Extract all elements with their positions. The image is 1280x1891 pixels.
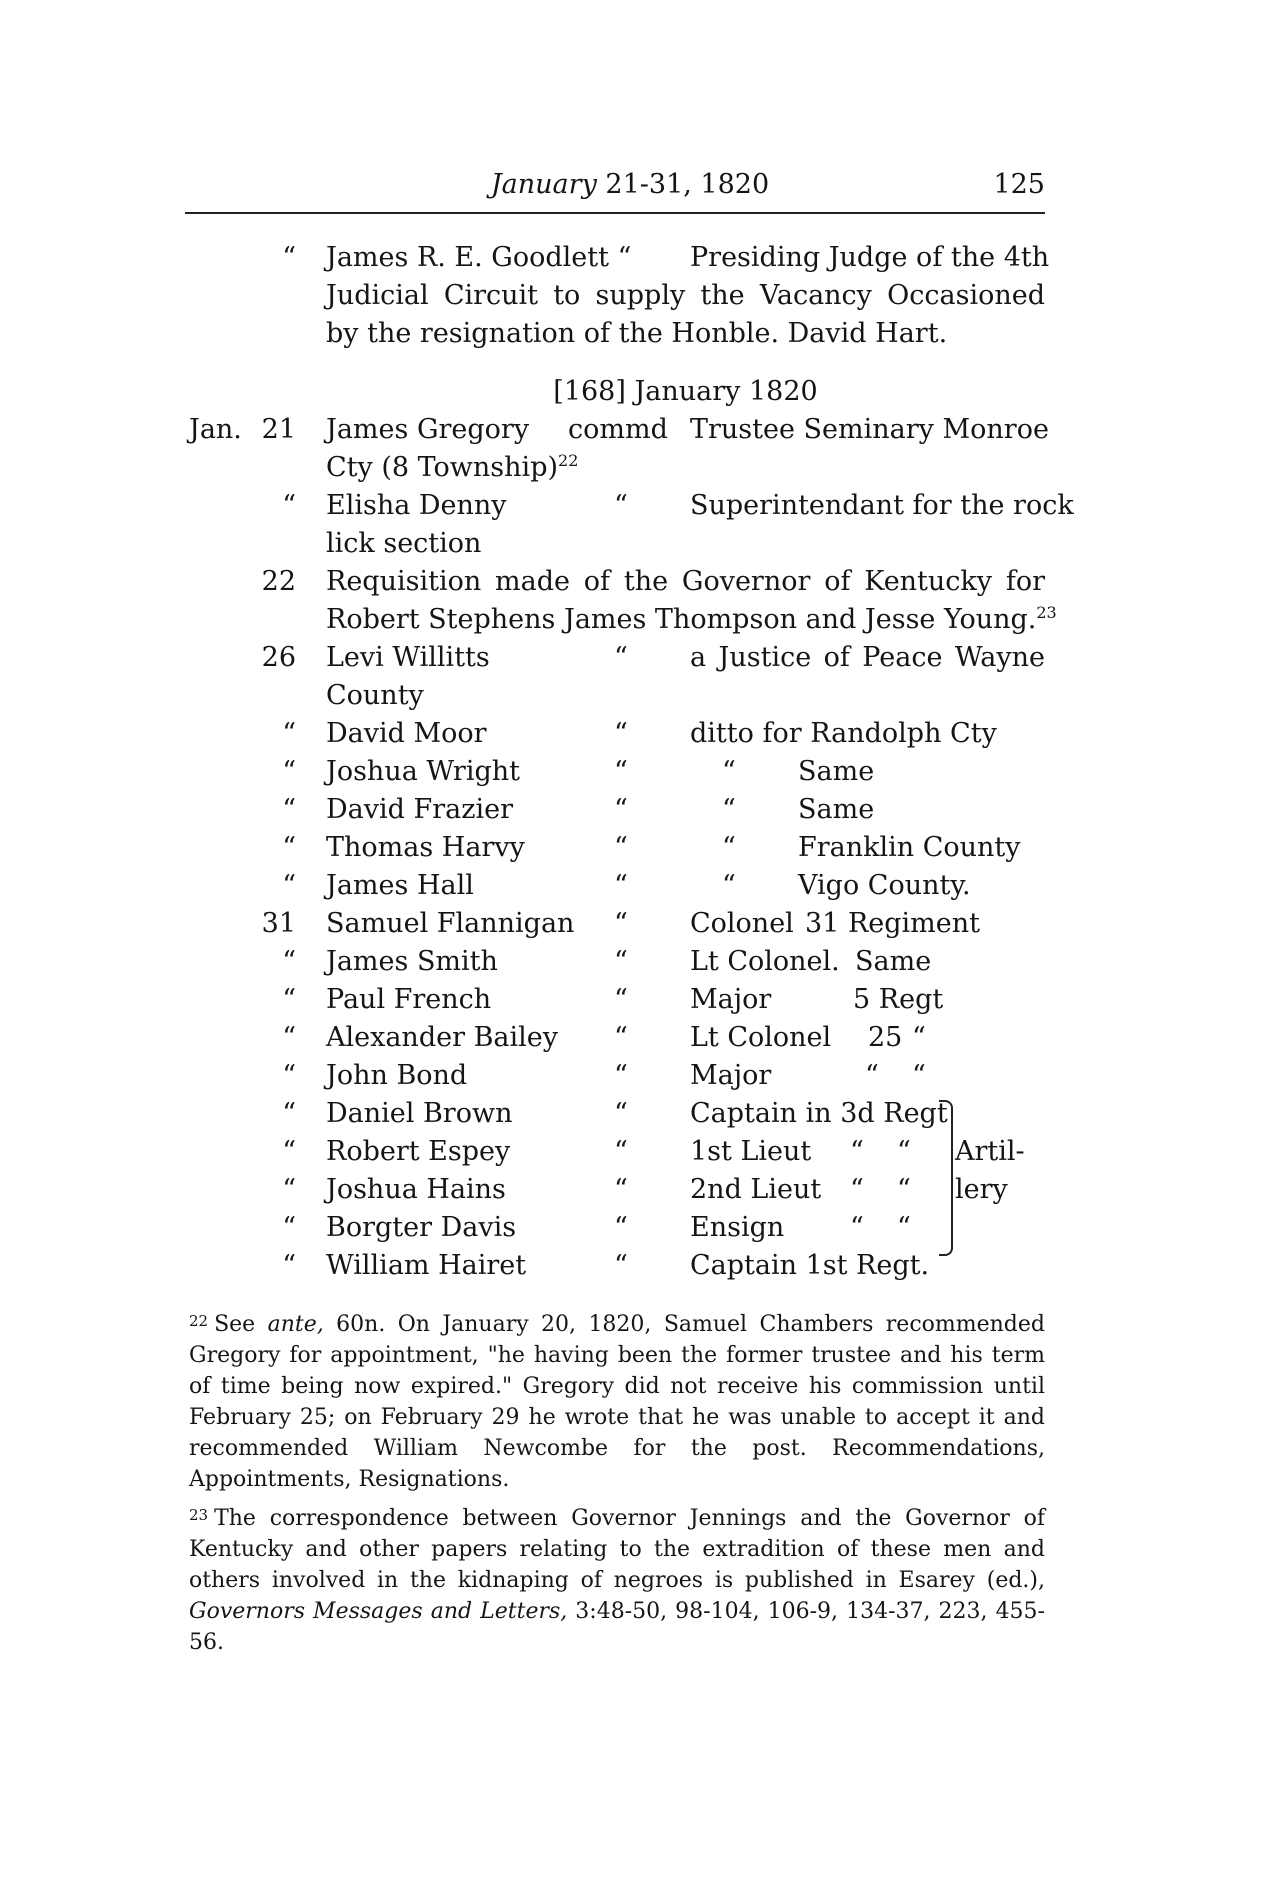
ditto-mark: “ bbox=[614, 1136, 628, 1167]
entry-office: Ensign bbox=[690, 1212, 785, 1243]
footnote-text: $^{22}$ See ante, 60n. On January 20, 1820, Samuel Chambers recommended Gregory for appointment, "he having been the former trustee and his term of time being now expired." Gregory did not receive his commission until February 25; on February 29 he wrote that he was unable to accept it and recommended William Newcombe for the post. Recommendations, Appointments, Resignations. bbox=[189, 1312, 1045, 1492]
entry-office: Major bbox=[690, 1060, 772, 1091]
section-heading bbox=[0, 373, 1280, 411]
entry-row bbox=[0, 905, 1280, 943]
ditto-mark: “ bbox=[614, 984, 628, 1015]
entry-name: Paul French bbox=[326, 984, 492, 1015]
entry-name: Daniel Brown bbox=[326, 1098, 513, 1129]
entry-goodlett bbox=[0, 239, 1280, 277]
entry-name: Samuel Flannigan bbox=[326, 908, 575, 939]
ditto-mark: “ bbox=[282, 946, 296, 977]
entry-continuation bbox=[0, 277, 1280, 315]
bracket-label: Artil- bbox=[955, 1136, 1025, 1167]
entry-continuation bbox=[0, 601, 1280, 639]
entry-row bbox=[0, 829, 1280, 867]
entry-office: Franklin County bbox=[798, 832, 1021, 863]
entry-regiment: 25 bbox=[868, 1022, 903, 1053]
artillery-bracket bbox=[939, 1100, 953, 1256]
entry-office: Trustee Seminary Monroe bbox=[690, 414, 1049, 445]
entry-office: Same bbox=[798, 756, 875, 787]
entry-month: Jan. bbox=[189, 414, 242, 445]
entry-office: Same bbox=[798, 794, 875, 825]
entry-row bbox=[0, 791, 1280, 829]
footnote-number: 23 bbox=[189, 1506, 209, 1524]
entry-row bbox=[0, 943, 1280, 981]
entry-continuation bbox=[0, 315, 1280, 353]
entry-continuation bbox=[0, 525, 1280, 563]
ditto-mark: “ bbox=[282, 870, 296, 901]
entry-row bbox=[0, 1133, 1280, 1171]
entry-name: David Moor bbox=[326, 718, 487, 749]
ditto-mark: “ bbox=[614, 642, 628, 673]
footnote-text: $^{23}$ The correspondence between Governor Jennings and the Governor of Kentucky and other papers relating to the extradition of these men and others involved in the kidnaping of negroes is published in Esarey (ed.), Governors Messages and Letters, 3:48-50, 98-104, 106-9, 134-37, 223, 455-56. bbox=[189, 1506, 1045, 1655]
entry-office: 1st Lieut bbox=[690, 1136, 812, 1167]
ditto-mark: “ bbox=[722, 832, 736, 863]
header-month: January bbox=[490, 169, 597, 200]
page-number: 125 bbox=[993, 169, 1045, 200]
entry-name: Joshua Wright bbox=[326, 756, 520, 787]
entry-name: Elisha Denny bbox=[326, 490, 507, 521]
entry-row bbox=[0, 1247, 1280, 1285]
entry-continuation bbox=[0, 677, 1280, 715]
entry-office: Captain 1st Regt. bbox=[690, 1250, 930, 1281]
ditto-mark: “ bbox=[912, 1022, 926, 1053]
ditto-mark: “ bbox=[614, 1098, 628, 1129]
entry-row bbox=[0, 1057, 1280, 1095]
entry-day: 22 bbox=[261, 566, 296, 597]
entry-name: Alexander Bailey bbox=[326, 1022, 559, 1053]
ditto-mark: “ bbox=[722, 756, 736, 787]
entry-regiment: 31 Regiment bbox=[805, 908, 980, 939]
entry-office: 2nd Lieut bbox=[690, 1174, 822, 1205]
ditto-mark: “ bbox=[282, 832, 296, 863]
entry-day: 26 bbox=[261, 642, 296, 673]
entry-text: lick section bbox=[326, 528, 482, 559]
ditto-mark: “ bbox=[282, 1022, 296, 1053]
ditto-mark: “ bbox=[722, 870, 736, 901]
entry-requisition bbox=[0, 563, 1280, 601]
footnote-number: 22 bbox=[189, 1312, 209, 1330]
ditto-mark: “ bbox=[282, 1136, 296, 1167]
ditto-mark: “ bbox=[614, 756, 628, 787]
entry-office: Vigo County. bbox=[798, 870, 971, 901]
ditto-mark: “ bbox=[282, 1098, 296, 1129]
running-header-title bbox=[440, 168, 820, 202]
entry-office: ditto for Randolph Cty bbox=[690, 718, 997, 749]
header-rule bbox=[185, 212, 1045, 214]
entry-name: William Hairet bbox=[326, 1250, 527, 1281]
footnote-ref: 23 bbox=[1036, 603, 1057, 622]
entry-name: Levi Willitts bbox=[326, 642, 490, 673]
entry-regiment: 5 Regt bbox=[853, 984, 944, 1015]
ditto-mark: “ bbox=[850, 1212, 864, 1243]
entry-row bbox=[0, 715, 1280, 753]
ditto-mark: “ bbox=[614, 832, 628, 863]
ditto-mark: “ bbox=[282, 794, 296, 825]
entry-office: Colonel bbox=[690, 908, 794, 939]
entry-name: James Gregory bbox=[326, 414, 530, 445]
ditto-mark: “ bbox=[614, 718, 628, 749]
footnote-ref: 22 bbox=[558, 451, 579, 470]
entry-name: James Smith bbox=[326, 946, 498, 977]
ditto-mark: “ bbox=[282, 1060, 296, 1091]
ditto-mark: “ bbox=[614, 946, 628, 977]
ditto-mark: “ bbox=[282, 984, 296, 1015]
entry-willitts bbox=[0, 639, 1280, 677]
ditto-mark: “ bbox=[614, 490, 628, 521]
ditto-mark: “ bbox=[614, 870, 628, 901]
entry-name: Robert Espey bbox=[326, 1136, 511, 1167]
entry-office: Captain in 3d Regt bbox=[690, 1098, 948, 1129]
entry-text: Robert Stephens James Thompson and Jesse Young.$^{23}$ bbox=[326, 603, 1057, 635]
bracket-label: lery bbox=[955, 1174, 1008, 1205]
section-heading-text: [168] January 1820 bbox=[553, 376, 818, 407]
entry-row bbox=[0, 1019, 1280, 1057]
entry-name: Borgter Davis bbox=[326, 1212, 517, 1243]
footnote-22 bbox=[189, 1306, 1045, 1495]
entry-office: Presiding Judge of the 4th bbox=[690, 242, 1050, 273]
ditto-mark: “ bbox=[614, 794, 628, 825]
ditto-mark: “ bbox=[850, 1174, 864, 1205]
footnote-23 bbox=[189, 1500, 1045, 1658]
entry-office: a Justice of Peace Wayne bbox=[690, 642, 1045, 673]
ditto-mark: “ bbox=[614, 1174, 628, 1205]
entry-row bbox=[0, 1095, 1280, 1133]
entry-name: Thomas Harvy bbox=[326, 832, 525, 863]
entry-row bbox=[0, 867, 1280, 905]
entry-row bbox=[0, 753, 1280, 791]
entry-regiment: Same bbox=[855, 946, 932, 977]
ditto-mark: “ bbox=[282, 718, 296, 749]
entry-row bbox=[0, 981, 1280, 1019]
entry-text: Judicial Circuit to supply the Vacancy Occasioned bbox=[326, 280, 1045, 311]
entry-office: Lt Colonel. bbox=[690, 946, 840, 977]
entry-name: James R. E. Goodlett “ bbox=[326, 242, 632, 273]
entry-denny bbox=[0, 487, 1280, 525]
entry-name: Joshua Hains bbox=[326, 1174, 506, 1205]
entry-row bbox=[0, 1171, 1280, 1209]
entry-day: 21 bbox=[261, 414, 296, 445]
ditto-mark: “ bbox=[865, 1060, 879, 1091]
entry-office: Lt Colonel bbox=[690, 1022, 832, 1053]
entry-continuation bbox=[0, 449, 1280, 487]
ditto-mark: “ bbox=[614, 1250, 628, 1281]
entry-name: John Bond bbox=[326, 1060, 468, 1091]
entry-row bbox=[0, 1209, 1280, 1247]
ditto-mark: “ bbox=[282, 490, 296, 521]
ditto-mark: “ bbox=[282, 1212, 296, 1243]
entry-day: 31 bbox=[261, 908, 296, 939]
header-dates: 21-31, 1820 bbox=[596, 169, 770, 200]
entry-text: Cty (8 Township)$^{22}$ bbox=[326, 451, 579, 483]
ditto-mark: “ bbox=[614, 1022, 628, 1053]
entry-text: by the resignation of the Honble. David Hart. bbox=[326, 318, 948, 349]
ditto-mark: “ bbox=[282, 756, 296, 787]
ditto-mark: “ bbox=[282, 242, 296, 273]
entry-name: James Hall bbox=[326, 870, 474, 901]
entry-gregory bbox=[0, 411, 1280, 449]
entry-action: commd bbox=[568, 414, 668, 445]
ditto-mark: “ bbox=[614, 1212, 628, 1243]
entry-office: Superintendant for the rock bbox=[690, 490, 1074, 521]
ditto-mark: “ bbox=[282, 1174, 296, 1205]
entry-name: David Frazier bbox=[326, 794, 513, 825]
ditto-mark: “ bbox=[897, 1212, 911, 1243]
ditto-mark: “ bbox=[897, 1136, 911, 1167]
ditto-mark: “ bbox=[282, 1250, 296, 1281]
entry-text: County bbox=[326, 680, 424, 711]
ditto-mark: “ bbox=[614, 908, 628, 939]
ditto-mark: “ bbox=[897, 1174, 911, 1205]
ditto-mark: “ bbox=[850, 1136, 864, 1167]
ditto-mark: “ bbox=[722, 794, 736, 825]
entry-office: Major bbox=[690, 984, 772, 1015]
ditto-mark: “ bbox=[912, 1060, 926, 1091]
entry-text: Requisition made of the Governor of Kentucky for bbox=[326, 566, 1045, 597]
ditto-mark: “ bbox=[614, 1060, 628, 1091]
